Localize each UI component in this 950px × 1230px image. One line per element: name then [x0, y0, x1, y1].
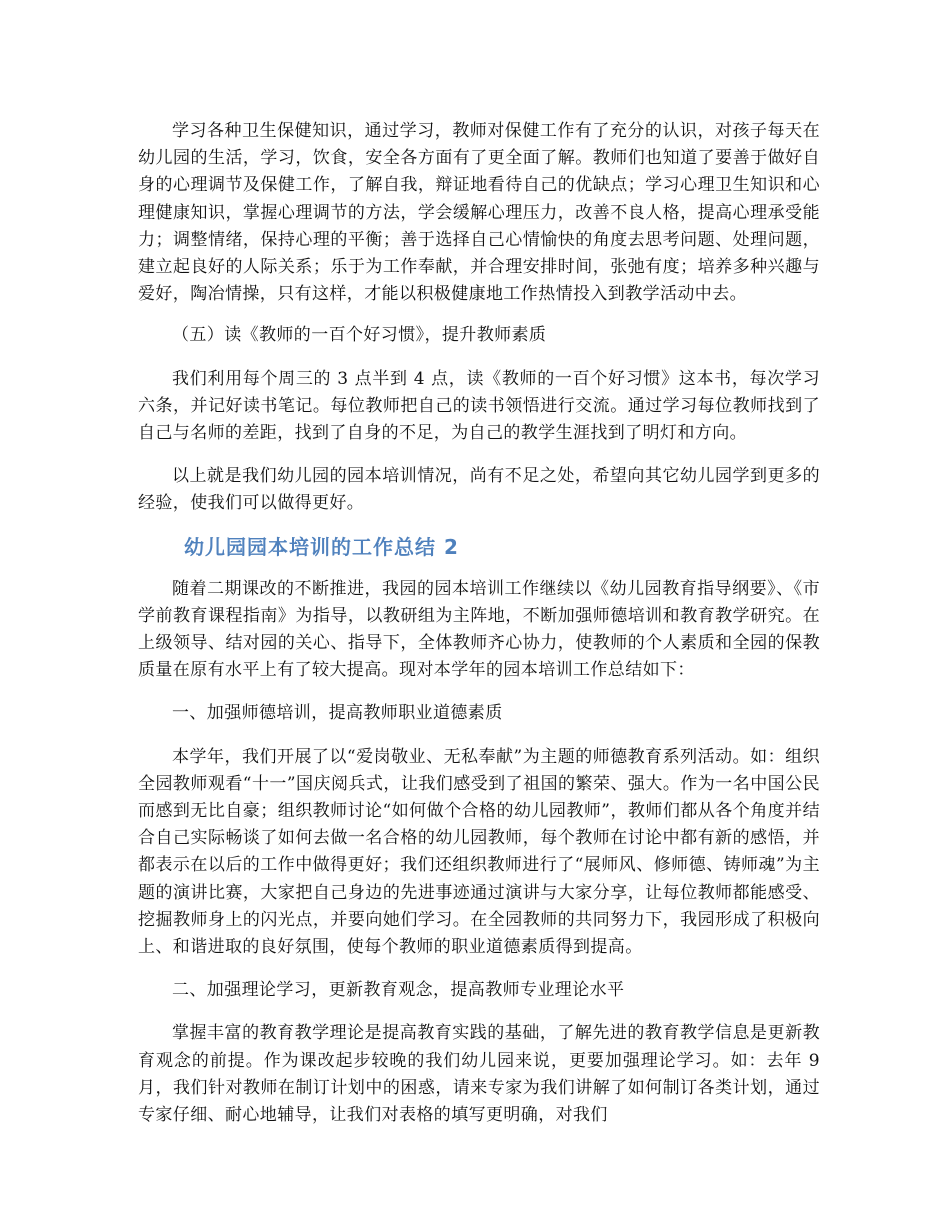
- section-heading: 幼儿园园本培训的工作总结 2: [184, 534, 459, 559]
- paragraph-theory-study: 掌握丰富的教育教学理论是提高教育实践的基础，了解先进的教育教学信息是更新教育观念的前提。作为课改起步较晚的我们幼儿园来说，更要加强理论学习。如：去年 9 月，我们针对教师在制订计划中的困惑，请来专家为我们讲解了如何制订各类计划，通过专家仔细、耐心地辅导，让我们对表格的填写更明确，对我们: [138, 1023, 820, 1126]
- paragraph-subheading-five: （五）读《教师的一百个好习惯》，提升教师素质: [172, 325, 547, 346]
- paragraph-reading-habits: 我们利用每个周三的 3 点半到 4 点，读《教师的一百个好习惯》这本书，每次学习六条，并记好读书笔记。每位教师把自己的读书领悟进行交流。通过学习每位教师找到了自己与名师的差距，找到了自身的不足，为自己的教学生涯找到了明灯和方向。: [138, 368, 820, 444]
- document-body: [138, 118, 820, 1145]
- paragraph-health-knowledge: 学习各种卫生保健知识，通过学习，教师对保健工作有了充分的认识，对孩子每天在幼儿园的生活，学习，饮食，安全各方面有了更全面了解。教师们也知道了要善于做好自身的心理调节及保健工作，了解自我，辩证地看待自己的优缺点；学习心理卫生知识和心理健康知识，掌握心理调节的方法，学会缓解心理压力，改善不良人格，提高心理承受能力；调整情绪，保持心理的平衡；善于选择自己心情愉快的角度去思考问题、处理问题，建立起良好的人际关系；乐于为工作奉献，并合理安排时间，张弛有度；培养多种兴趣与爱好，陶冶情操，只有这样，才能以积极健康地工作热情投入到教学活动中去。: [138, 121, 820, 305]
- paragraph-subheading-two: 二、加强理论学习，更新教育观念，提高教师专业理论水平: [172, 980, 625, 1001]
- paragraph-conclusion: 以上就是我们幼儿园的园本培训情况，尚有不足之处，希望向其它幼儿园学到更多的经验，使我们可以做得更好。: [138, 466, 820, 514]
- paragraph-intro: 随着二期课改的不断推进，我园的园本培训工作继续以《幼儿园教育指导纲要》、《市学前教育课程指南》为指导，以教研组为主阵地，不断加强师德培训和教育教学研究。在上级领导、结对园的关心、指导下，全体教师齐心协力，使教师的个人素质和全园的保教质量在原有水平上有了较大提高。现对本学年的园本培训工作总结如下：: [138, 578, 820, 681]
- paragraph-subheading-one: 一、加强师德培训，提高教师职业道德素质: [172, 703, 503, 724]
- paragraph-ethics-training: 本学年，我们开展了以“爱岗敬业、无私奉献”为主题的师德教育系列活动。如：组织全园教师观看“十一”国庆阅兵式，让我们感受到了祖国的繁荣、强大。作为一名中国公民而感到无比自豪；组织教师讨论“如何做个合格的幼儿园教师”，教师们都从各个角度并结合自己实际畅谈了如何去做一名合格的幼儿园教师，每个教师在讨论中都有新的感悟，并都表示在以后的工作中做得更好；我们还组织教师进行了“展师风、修师德、铸师魂”为主题的演讲比赛，大家把自己身边的先进事迹通过演讲与大家分享，让每位教师都能感受、挖掘教师身上的闪光点，并要向她们学习。在全园教师的共同努力下，我园形成了积极向上、和谐进取的良好氛围，使每个教师的职业道德素质得到提高。: [138, 746, 820, 958]
